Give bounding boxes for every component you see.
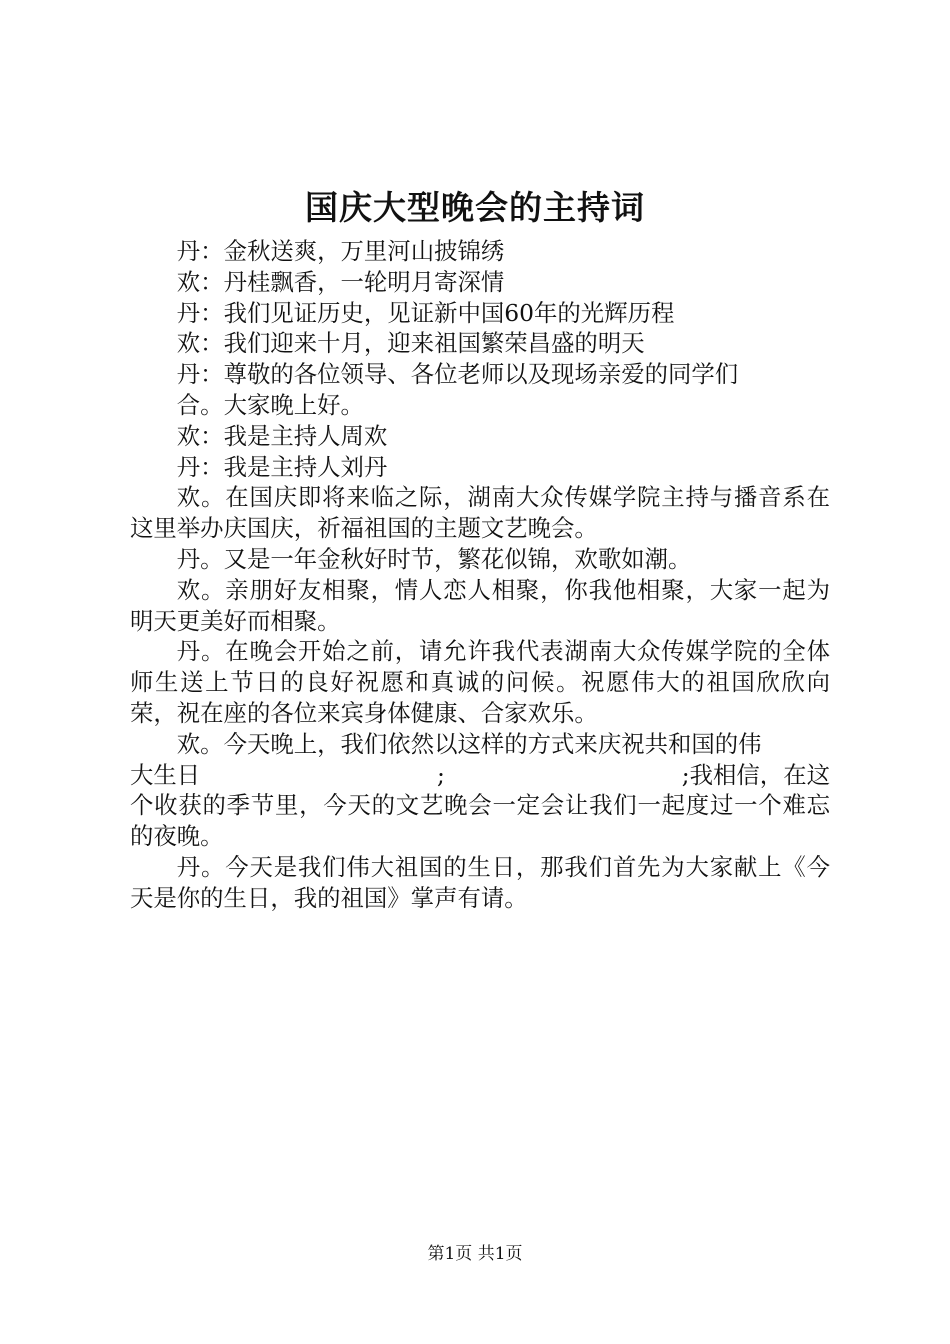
paragraph-autumn: 丹。又是一年金秋好时节，繁花似锦，欢歌如潮。 (176, 544, 692, 573)
line-3: 丹：我们见证历史，见证新中国60年的光辉历程 (176, 298, 675, 327)
paragraph-opening: 欢。在国庆即将来临之际，湖南大众传媒学院主持与播音系在这里举办庆国庆，祈福祖国的主题文艺晚会。 (130, 483, 830, 543)
paragraph-gathering: 欢。亲朋好友相聚，情人恋人相聚，你我他相聚，大家一起为明天更美好而相聚。 (130, 575, 830, 635)
line-5: 丹：尊敬的各位领导、各位老师以及现场亲爱的同学们 (176, 360, 739, 389)
page-footer: 第1页 共1页 (427, 1244, 523, 1264)
document-body (130, 236, 830, 914)
birthday-seg-a: 大生日 (130, 760, 201, 789)
paragraph-closing: 丹。今天是我们伟大祖国的生日，那我们首先为大家献上《今天是你的生日，我的祖国》掌声有请。 (130, 852, 830, 912)
birthday-rest: 个收获的季节里，今天的文艺晚会一定会让我们一起度过一个难忘的夜晚。 (130, 791, 830, 851)
line-8: 丹：我是主持人刘丹 (176, 452, 388, 481)
document-title: 国庆大型晚会的主持词 (305, 188, 645, 227)
paragraph-greetings: 丹。在晚会开始之前，请允许我代表湖南大众传媒学院的全体师生送上节日的良好祝愿和真诚的问候。祝愿伟大的祖国欣欣向荣，祝在座的各位来宾身体健康、合家欢乐。 (130, 637, 830, 727)
birthday-line-1: 欢。今天晚上，我们依然以这样的方式来庆祝共和国的伟 (176, 729, 762, 758)
line-7: 欢：我是主持人周欢 (176, 421, 388, 450)
paragraph-birthday (130, 729, 830, 852)
line-1: 丹：金秋送爽，万里河山披锦绣 (176, 237, 505, 265)
line-2: 欢：丹桂飘香，一轮明月寄深情 (176, 267, 505, 296)
birthday-seg-b: ; (437, 760, 445, 789)
line-6: 合。大家晚上好。 (176, 390, 364, 419)
line-4: 欢：我们迎来十月，迎来祖国繁荣昌盛的明天 (176, 329, 645, 358)
birthday-seg-c: ;我相信，在这 (681, 760, 830, 789)
birthday-gap-line (130, 760, 830, 791)
